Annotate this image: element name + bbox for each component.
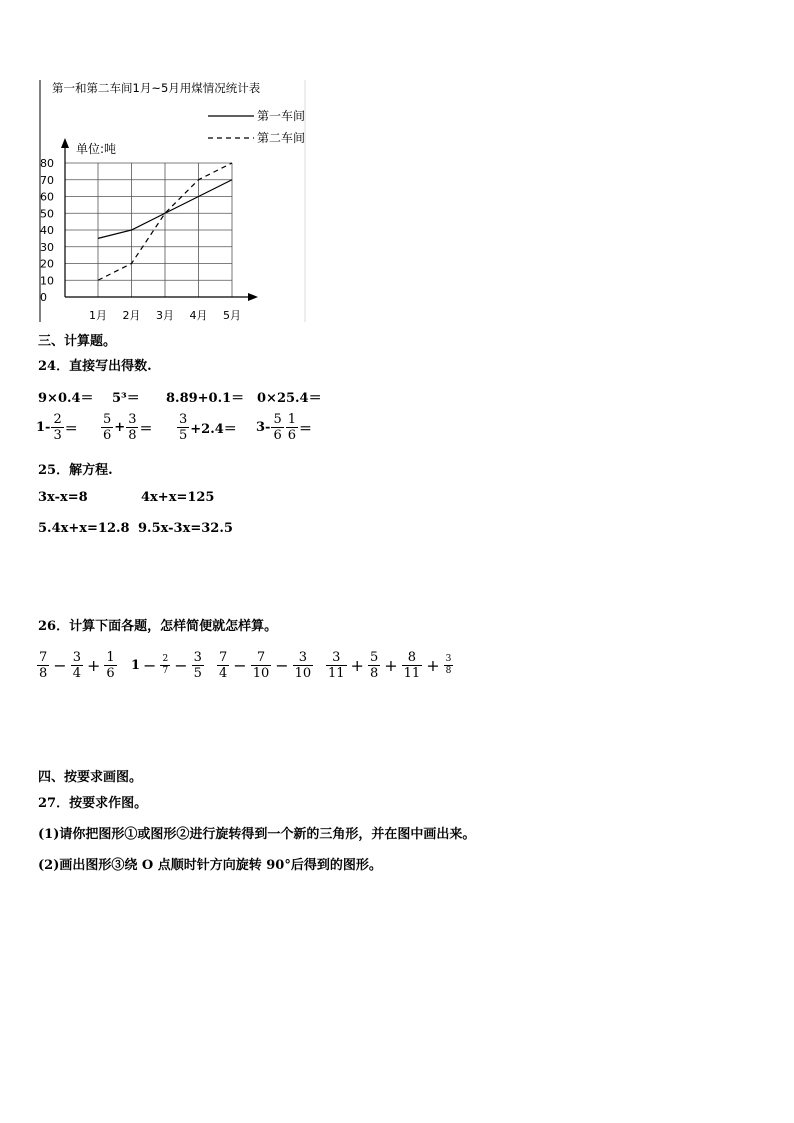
coal-usage-chart [38, 78, 310, 324]
fraction: $\frac{2}{3}$ [53, 412, 62, 443]
q24-item-3: 8.89+0.1＝ [166, 391, 245, 406]
fraction: $\frac{7}{10}$ [252, 650, 270, 681]
x-tick-label: 2月 [122, 309, 141, 322]
y-tick-label: 0 [40, 291, 47, 304]
fraction: $\frac{3}{5}$ [179, 412, 188, 443]
y-axis-unit-label: 单位:吨 [76, 142, 117, 156]
y-tick-label: 70 [40, 173, 54, 187]
q24-item-1: 9×0.4＝ [38, 391, 94, 406]
y-axis-arrow [61, 138, 69, 148]
q24-item-5: 1- $\frac{2}{3}$ ＝ [36, 412, 78, 443]
fraction: $\frac{2}{7}$ [162, 654, 169, 676]
line-chart [38, 78, 310, 324]
chart-axes [61, 138, 258, 301]
q24-item-8: 3- $\frac{5}{6}$ $\frac{1}{6}$ ＝ [256, 412, 313, 443]
fraction: $\frac{3}{10}$ [294, 650, 312, 681]
fraction: $\frac{5}{6}$ [273, 412, 282, 443]
y-tick-label: 20 [40, 257, 54, 271]
fraction: $\frac{3}{5}$ [193, 650, 202, 681]
fraction: $\frac{5}{8}$ [369, 650, 379, 681]
x-tick-label: 4月 [189, 309, 208, 322]
q26-expr-3: $\frac{7}{4}$ − $\frac{7}{10}$ − $\frac{3}{10}$ [219, 650, 312, 681]
q25-title: 25．解方程. [38, 463, 113, 478]
y-tick-label: 10 [40, 274, 54, 288]
q26-expr-2: 1 − $\frac{2}{7}$ − $\frac{3}{5}$ [131, 650, 202, 681]
chart-grid [65, 163, 232, 297]
x-tick-label: 5月 [223, 309, 241, 322]
q25-eq-3: 5.4x+x=12.8 [38, 521, 130, 536]
x-tick-label: 3月 [156, 309, 174, 322]
q25-eq-1: 3x-x=8 [38, 490, 88, 505]
fraction: $\frac{1}{6}$ [287, 412, 297, 443]
y-tick-label: 30 [40, 240, 54, 254]
fraction: $\frac{5}{6}$ [103, 412, 112, 443]
q26-expr-4: $\frac{3}{11}$ + $\frac{5}{8}$ + $\frac{8}{11}$ + $\frac{3}{8}$ [328, 650, 452, 681]
y-tick-label: 60 [40, 190, 54, 204]
y-tick-label: 40 [40, 224, 54, 237]
fraction: $\frac{7}{8}$ [39, 650, 48, 681]
fraction: $\frac{1}{6}$ [106, 650, 115, 681]
q26-title: 26．计算下面各题，怎样简便就怎样算。 [38, 619, 278, 634]
q24-item-7: $\frac{3}{5}$ +2.4＝ [179, 412, 237, 443]
q24-item-6: $\frac{5}{6}$ + $\frac{3}{8}$ ＝ [103, 412, 153, 443]
fraction: $\frac{3}{8}$ [128, 412, 137, 443]
y-tick-labels [40, 157, 54, 304]
x-tick-labels [89, 309, 241, 322]
x-axis-arrow [248, 293, 258, 301]
section-3-title: 三、计算题。 [38, 334, 117, 349]
q24-title: 24．直接写出得数. [38, 359, 152, 374]
legend-label-series-1: 第一车间 [257, 109, 306, 123]
chart-legend [208, 108, 305, 145]
y-tick-label: 50 [40, 207, 54, 221]
q27-part-2: (2)画出图形③绕 O 点顺时针方向旋转 90°后得到的图形。 [38, 858, 382, 873]
q25-eq-4: 9.5x-3x=32.5 [138, 521, 233, 536]
q26-expr-1: $\frac{7}{8}$ − $\frac{3}{4}$ + $\frac{1}{6}$ [39, 650, 115, 681]
q24-item-2: 5³＝ [112, 391, 140, 406]
y-tick-label: 80 [40, 157, 54, 170]
fraction: $\frac{3}{11}$ [328, 650, 345, 681]
legend-label-series-2: 第二车间 [257, 131, 306, 145]
fraction: $\frac{8}{11}$ [403, 650, 421, 681]
q25-eq-2: 4x+x=125 [141, 490, 215, 505]
fraction: $\frac{7}{4}$ [219, 650, 228, 681]
fraction: $\frac{3}{4}$ [72, 650, 81, 681]
x-tick-label: 1月 [89, 309, 107, 322]
q27-title: 27．按要求作图。 [38, 796, 148, 811]
chart-title: 第一和第二车间1月~5月用煤情况统计表 [52, 81, 261, 95]
q27-part-1: (1)请你把图形①或图形②进行旋转得到一个新的三角形，并在图中画出来。 [38, 827, 476, 842]
q24-item-4: 0×25.4＝ [257, 391, 322, 406]
section-4-title: 四、按要求画图。 [38, 770, 143, 785]
fraction: $\frac{3}{8}$ [445, 654, 452, 676]
